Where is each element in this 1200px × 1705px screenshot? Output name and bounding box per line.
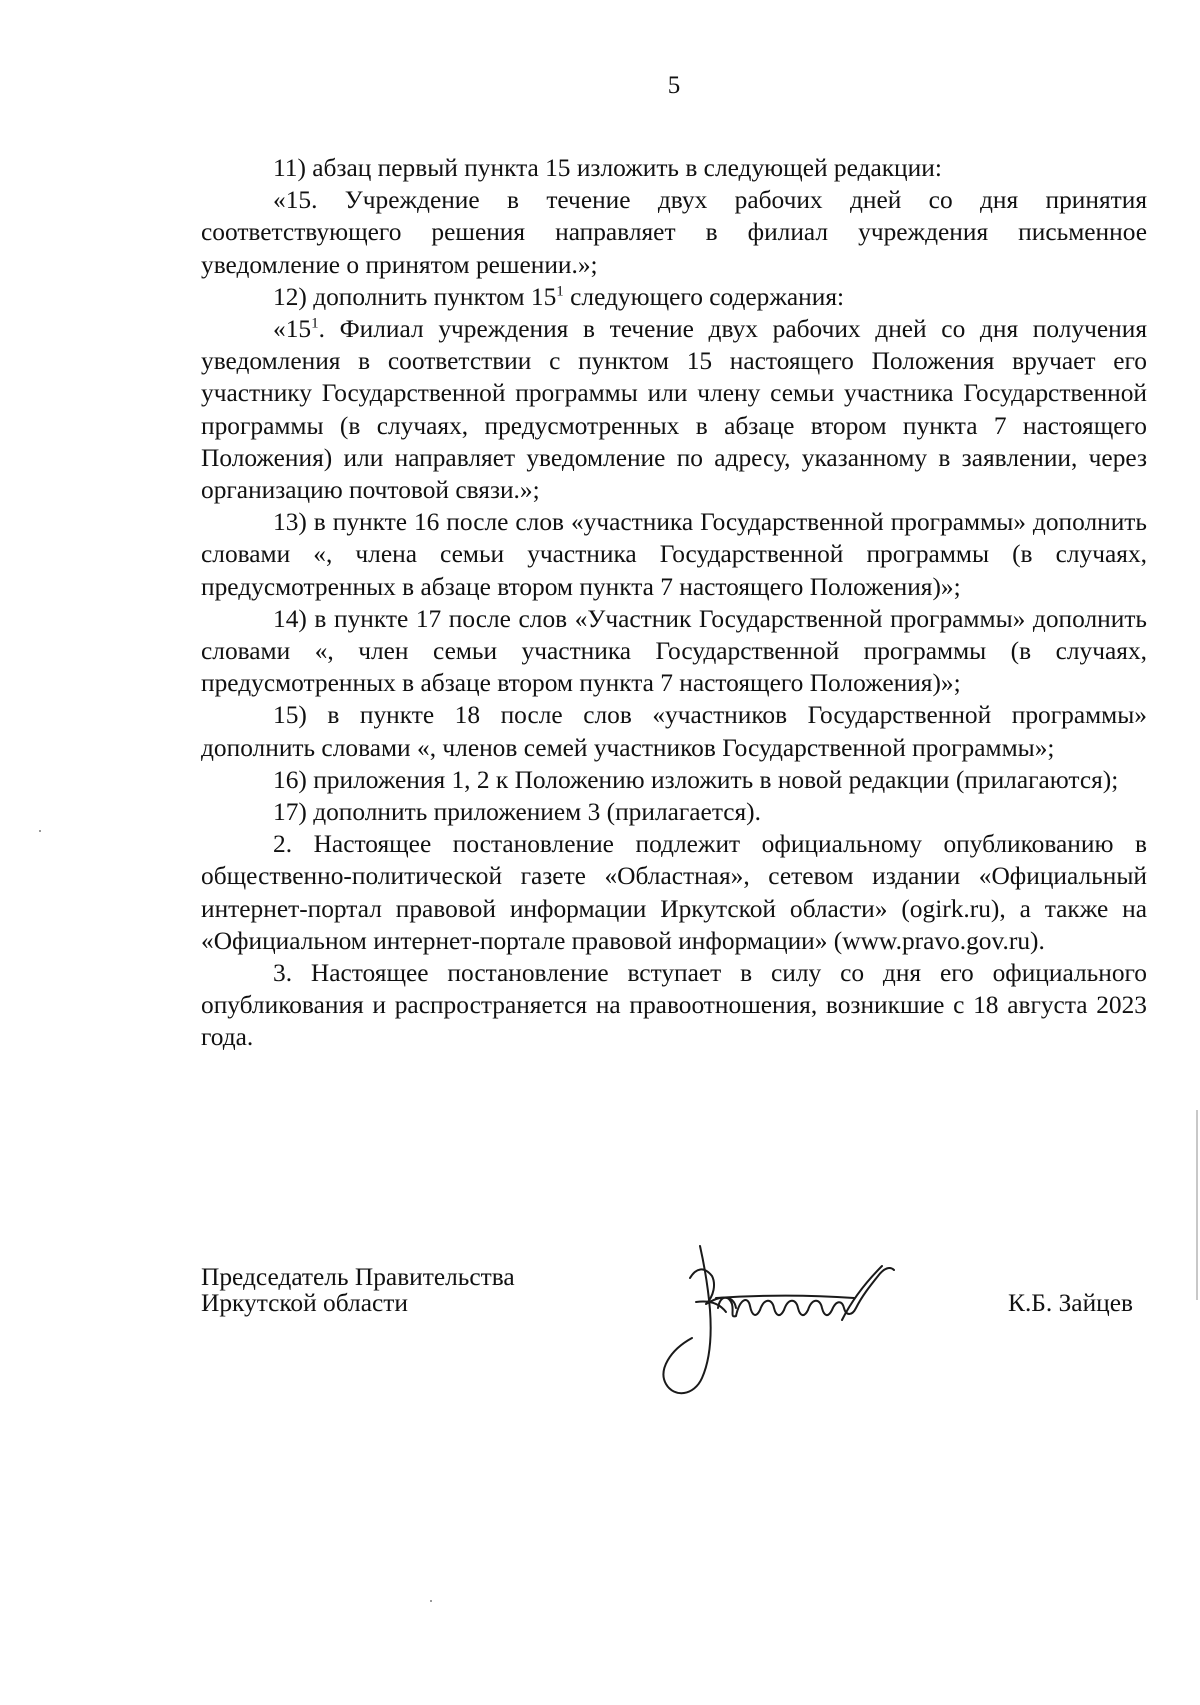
scan-mark-right (1196, 1110, 1198, 1300)
paragraph-item-14: 14) в пункте 17 после слов «Участник Государственной программы» дополнить словами «, член семьи участника Государственной программы (в случаях, предусмотренных в абзаце втором пункта 7 настоящего Положения)»; (201, 604, 1147, 698)
signer-title (201, 1264, 515, 1316)
page-number: 5 (667, 72, 681, 99)
signature-block (201, 1264, 1147, 1424)
paragraph-clause-3: 3. Настоящее постановление вступает в силу со дня его официального опубликования и распространяется на правоотношения, возникшие с 18 августа 2023 года. (201, 959, 1147, 1052)
scan-mark-bottom (430, 1600, 432, 1602)
paragraph-clause-2: 2. Настоящее постановление подлежит официальному опубликованию в общественно-политической газете «Областная», сетевом издании «Официальный интернет-портал правовой информации Иркутской области» (ogirk.ru), а также на «Официальном интернет-портале правовой информации» (www.pravo.gov.ru). (201, 830, 1147, 955)
paragraph-item-17: 17) дополнить приложением 3 (прилагается). (273, 798, 761, 827)
paragraph-item-11: 11) абзац первый пункта 15 изложить в следующей редакции: (273, 154, 942, 182)
signer-title-line-2: Иркутской области (201, 1289, 408, 1317)
signer-title-line-1: Председатель Правительства (201, 1263, 515, 1291)
document-body (201, 152, 1147, 1054)
paragraph-item-15-text: «15. Учреждение в течение двух рабочих дней со дня принятия соответствующего решения направляет в филиал учреждения письменное уведомление о принятом решении.»; (201, 186, 1147, 279)
paragraph-item-13: 13) в пункте 16 после слов «участника Государственной программы» дополнить словами «, члена семьи участника Государственной программы (в случаях, предусмотренных в абзаце втором пункта 7 настоящего Положения)»; (201, 508, 1147, 601)
handwritten-signature (656, 1238, 906, 1408)
paragraph-item-15: 15) в пункте 18 после слов «участников Государственной программы» дополнить словами «, членов семей участников Государственной программы»; (201, 701, 1147, 762)
paragraph-item-16: 16) приложения 1, 2 к Положению изложить в новой редакции (прилагаются); (273, 765, 1119, 794)
paragraph-item-15-1-text: «$15^1$. Филиал учреждения в течение двух рабочих дней со дня получения уведомления в соответствии с пунктом 15 настоящего Положения вручает его участнику Государственной программы или члену семьи участника Государственной программы (в случаях, предусмотренных в абзаце втором пункта 7 настоящего Положения) или направляет уведомление по адресу, указанному в заявлении, через организацию почтовой связи.»; (201, 315, 1147, 505)
signer-name: К.Б. Зайцев (1008, 1289, 1133, 1317)
paragraph-item-12: 12) дополнить пунктом $15^1$ следующего содержания: (273, 282, 845, 311)
scan-mark-left (39, 830, 41, 832)
